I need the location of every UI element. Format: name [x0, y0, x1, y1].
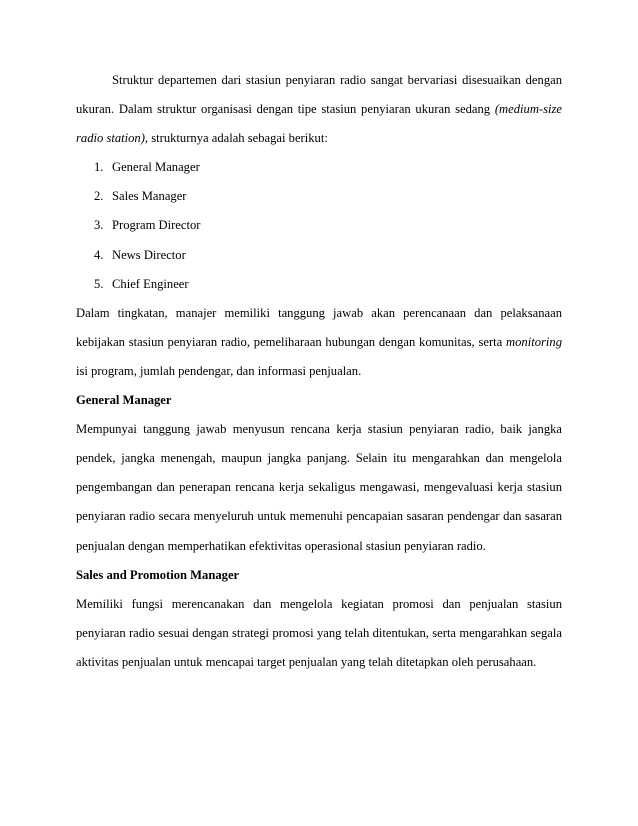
department-list — [76, 153, 562, 298]
document-page — [76, 66, 562, 677]
list-item — [76, 153, 562, 182]
list-item — [76, 182, 562, 211]
manager-responsibility-paragraph — [76, 299, 562, 386]
intro-text-end: , strukturnya adalah sebagai berikut: — [144, 131, 328, 146]
section-body-general-manager: Mempunyai tanggung jawab menyusun rencana kerja stasiun penyiaran radio, baik jangka pendek, jangka menengah, maupun jangka panjang. Selain itu mengarahkan dan mengelola pengembangan dan penerapan rencana kerja sekaligus mengawasi, mengevaluasi kerja stasiun penyiaran radio secara menyeluruh untuk memenuhi pencapaian sasaran pendengar dan sasaran penjualan dengan memperhatikan efektivitas operasional stasiun penyiaran radio. — [76, 422, 562, 553]
section-heading-sales-promotion-manager: Sales and Promotion Manager — [76, 567, 240, 582]
list-item-number: 2. — [94, 189, 104, 204]
list-item-label: Sales Manager — [112, 189, 187, 204]
intro-paragraph — [76, 66, 562, 153]
list-item — [76, 270, 562, 299]
list-item-label: Chief Engineer — [112, 276, 189, 291]
list-item-label: News Director — [112, 247, 186, 262]
section-body-sales-promotion-manager: Memiliki fungsi merencanakan dan mengelola kegiatan promosi dan penjualan stasiun penyiaran radio sesuai dengan strategi promosi yang telah ditentukan, serta mengarahkan segala aktivitas penjualan untuk mencapai target penjualan yang telah ditetapkan oleh perusahaan. — [76, 596, 562, 669]
intro-text: Struktur departemen dari stasiun penyiaran radio sangat bervariasi disesuaikan dengan ukuran. Dalam struktur organisasi dengan tipe stasiun penyiaran ukuran sedang — [76, 73, 562, 117]
list-item-label: Program Director — [112, 218, 201, 233]
list-item-number: 1. — [94, 160, 104, 175]
para2-text: Dalam tingkatan, manajer memiliki tanggung jawab akan perencanaan dan pelaksanaan kebijakan stasiun penyiaran radio, pemeliharaan hubungan dengan komunitas, serta — [76, 305, 562, 349]
list-item — [76, 241, 562, 270]
list-item-number: 5. — [94, 276, 104, 291]
list-item-number: 3. — [94, 218, 104, 233]
intro-italic-term: (medium-size radio station) — [76, 102, 562, 146]
para2-text-end: isi program, jumlah pendengar, dan informasi penjualan. — [76, 363, 362, 378]
list-item-label: General Manager — [112, 160, 200, 175]
list-item-number: 4. — [94, 247, 104, 262]
section-heading-general-manager: General Manager — [76, 393, 172, 408]
list-item — [76, 211, 562, 240]
para2-italic-term: monitoring — [506, 334, 562, 349]
